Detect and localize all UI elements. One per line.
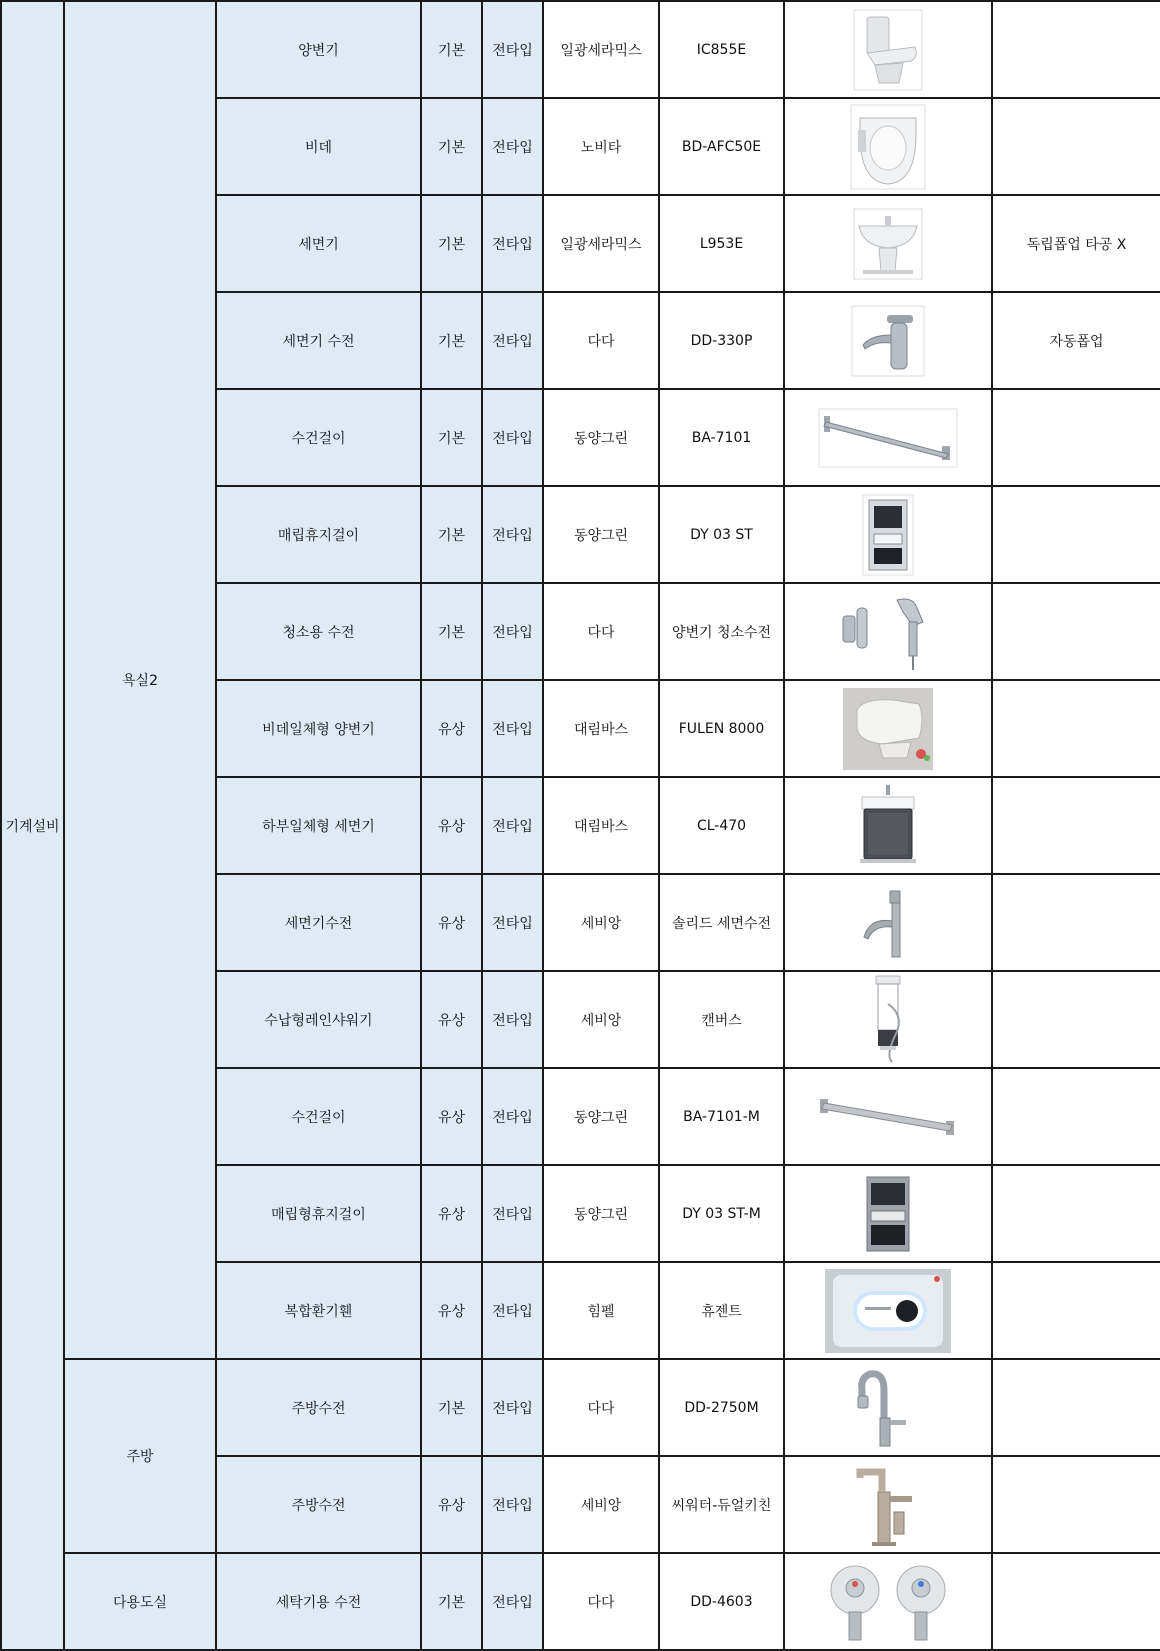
- note-cell: [992, 1359, 1160, 1456]
- item-name-cell: 하부일체형 세면기: [216, 777, 421, 874]
- brand-cell: 동양그린: [543, 1068, 659, 1165]
- option-type-cell: 유상: [421, 1068, 482, 1165]
- brushed-towel-bar-icon: [785, 1070, 991, 1163]
- item-name-cell: 수건걸이: [216, 389, 421, 486]
- basin-faucet-icon: [785, 294, 991, 387]
- note-cell: [992, 389, 1160, 486]
- model-cell: 캔버스: [659, 971, 784, 1068]
- model-cell: DY 03 ST: [659, 486, 784, 583]
- product-image-cell: [784, 1456, 992, 1553]
- bidet-seat-icon: [785, 100, 991, 193]
- vanity-cabinet-icon: [785, 779, 991, 872]
- note-cell: [992, 680, 1160, 777]
- apply-scope-cell: 전타입: [482, 971, 543, 1068]
- apply-scope-cell: 전타입: [482, 195, 543, 292]
- model-cell: L953E: [659, 195, 784, 292]
- brand-cell: 힘펠: [543, 1262, 659, 1359]
- item-name-cell: 매립형휴지걸이: [216, 1165, 421, 1262]
- product-image-cell: [784, 777, 992, 874]
- table-row: [1, 1359, 1160, 1456]
- item-name-cell: 매립휴지걸이: [216, 486, 421, 583]
- smart-toilet-icon: [785, 682, 991, 775]
- option-type-cell: 기본: [421, 292, 482, 389]
- apply-scope-cell: 전타입: [482, 1456, 543, 1553]
- table-row: [1, 1553, 1160, 1650]
- item-name-cell: 청소용 수전: [216, 583, 421, 680]
- product-image-cell: [784, 1262, 992, 1359]
- product-image-cell: [784, 874, 992, 971]
- option-type-cell: 기본: [421, 195, 482, 292]
- note-cell: [992, 583, 1160, 680]
- product-image-cell: [784, 486, 992, 583]
- note-cell: [992, 971, 1160, 1068]
- model-cell: 양변기 청소수전: [659, 583, 784, 680]
- brushed-faucet-icon: [785, 876, 991, 969]
- product-image-cell: [784, 583, 992, 680]
- recessed-paper-holder-icon: [785, 488, 991, 581]
- note-cell: [992, 486, 1160, 583]
- note-cell: 자동폽업: [992, 292, 1160, 389]
- brand-cell: 세비앙: [543, 971, 659, 1068]
- brand-cell: 동양그린: [543, 389, 659, 486]
- model-cell: DD-2750M: [659, 1359, 784, 1456]
- apply-scope-cell: 전타입: [482, 1, 543, 98]
- item-name-cell: 비데: [216, 98, 421, 195]
- model-cell: FULEN 8000: [659, 680, 784, 777]
- model-cell: BA-7101: [659, 389, 784, 486]
- brand-cell: 대림바스: [543, 777, 659, 874]
- note-cell: [992, 1456, 1160, 1553]
- product-image-cell: [784, 389, 992, 486]
- note-cell: [992, 1165, 1160, 1262]
- towel-bar-icon: [785, 391, 991, 484]
- product-image-cell: [784, 1359, 992, 1456]
- model-cell: DD-330P: [659, 292, 784, 389]
- option-type-cell: 기본: [421, 98, 482, 195]
- apply-scope-cell: 전타입: [482, 680, 543, 777]
- option-type-cell: 유상: [421, 1456, 482, 1553]
- product-image-cell: [784, 971, 992, 1068]
- option-type-cell: 유상: [421, 680, 482, 777]
- brand-cell: 다다: [543, 583, 659, 680]
- rain-shower-icon: [785, 973, 991, 1066]
- model-cell: DD-4603: [659, 1553, 784, 1650]
- note-cell: 독립폽업 타공 X: [992, 195, 1160, 292]
- brand-cell: 동양그린: [543, 1165, 659, 1262]
- apply-scope-cell: 전타입: [482, 1553, 543, 1650]
- product-image-cell: [784, 195, 992, 292]
- recessed-paper-holder-m-icon: [785, 1167, 991, 1260]
- model-cell: 씨워터-듀얼키친: [659, 1456, 784, 1553]
- option-type-cell: 기본: [421, 1553, 482, 1650]
- washer-valves-icon: [785, 1555, 991, 1648]
- product-image-cell: [784, 292, 992, 389]
- kitchen-faucet-icon: [785, 1361, 991, 1454]
- option-type-cell: 유상: [421, 777, 482, 874]
- room-cell: 욕실2: [64, 1, 216, 1359]
- note-cell: [992, 1553, 1160, 1650]
- brand-cell: 동양그린: [543, 486, 659, 583]
- note-cell: [992, 874, 1160, 971]
- item-name-cell: 복합환기휀: [216, 1262, 421, 1359]
- apply-scope-cell: 전타입: [482, 98, 543, 195]
- brand-cell: 세비앙: [543, 874, 659, 971]
- option-type-cell: 기본: [421, 1359, 482, 1456]
- option-type-cell: 유상: [421, 874, 482, 971]
- item-name-cell: 세탁기용 수전: [216, 1553, 421, 1650]
- brand-cell: 다다: [543, 1553, 659, 1650]
- note-cell: [992, 1262, 1160, 1359]
- brand-cell: 일광세라믹스: [543, 195, 659, 292]
- model-cell: CL-470: [659, 777, 784, 874]
- item-name-cell: 주방수전: [216, 1456, 421, 1553]
- apply-scope-cell: 전타입: [482, 486, 543, 583]
- toilet-icon: [785, 3, 991, 96]
- table-row: [1, 1, 1160, 98]
- product-image-cell: [784, 1165, 992, 1262]
- item-name-cell: 세면기수전: [216, 874, 421, 971]
- model-cell: BA-7101-M: [659, 1068, 784, 1165]
- option-type-cell: 기본: [421, 583, 482, 680]
- item-name-cell: 세면기: [216, 195, 421, 292]
- item-name-cell: 양변기: [216, 1, 421, 98]
- apply-scope-cell: 전타입: [482, 1359, 543, 1456]
- brand-cell: 다다: [543, 1359, 659, 1456]
- dual-kitchen-faucet-icon: [785, 1458, 991, 1551]
- model-cell: 휴젠트: [659, 1262, 784, 1359]
- brand-cell: 노비타: [543, 98, 659, 195]
- item-name-cell: 수건걸이: [216, 1068, 421, 1165]
- apply-scope-cell: 전타입: [482, 1262, 543, 1359]
- model-cell: DY 03 ST-M: [659, 1165, 784, 1262]
- option-type-cell: 유상: [421, 1262, 482, 1359]
- item-name-cell: 비데일체형 양변기: [216, 680, 421, 777]
- cleaning-sprayer-icon: [785, 585, 991, 678]
- washbasin-icon: [785, 197, 991, 290]
- option-type-cell: 유상: [421, 1165, 482, 1262]
- note-cell: [992, 1, 1160, 98]
- product-image-cell: [784, 98, 992, 195]
- ventilation-fan-icon: [785, 1264, 991, 1357]
- apply-scope-cell: 전타입: [482, 292, 543, 389]
- apply-scope-cell: 전타입: [482, 874, 543, 971]
- brand-cell: 대림바스: [543, 680, 659, 777]
- option-type-cell: 유상: [421, 971, 482, 1068]
- model-cell: 솔리드 세면수전: [659, 874, 784, 971]
- note-cell: [992, 1068, 1160, 1165]
- model-cell: BD-AFC50E: [659, 98, 784, 195]
- item-name-cell: 수납형레인샤워기: [216, 971, 421, 1068]
- option-type-cell: 기본: [421, 1, 482, 98]
- note-cell: [992, 777, 1160, 874]
- brand-cell: 일광세라믹스: [543, 1, 659, 98]
- product-image-cell: [784, 1553, 992, 1650]
- model-cell: IC855E: [659, 1, 784, 98]
- apply-scope-cell: 전타입: [482, 1165, 543, 1262]
- apply-scope-cell: 전타입: [482, 389, 543, 486]
- option-type-cell: 기본: [421, 389, 482, 486]
- note-cell: [992, 98, 1160, 195]
- product-image-cell: [784, 1068, 992, 1165]
- brand-cell: 세비앙: [543, 1456, 659, 1553]
- brand-cell: 다다: [543, 292, 659, 389]
- apply-scope-cell: 전타입: [482, 583, 543, 680]
- product-image-cell: [784, 680, 992, 777]
- apply-scope-cell: 전타입: [482, 777, 543, 874]
- room-cell: 다용도실: [64, 1553, 216, 1650]
- option-type-cell: 기본: [421, 486, 482, 583]
- item-name-cell: 주방수전: [216, 1359, 421, 1456]
- room-cell: 주방: [64, 1359, 216, 1553]
- apply-scope-cell: 전타입: [482, 1068, 543, 1165]
- category-cell: 기계설비: [1, 1, 64, 1650]
- item-name-cell: 세면기 수전: [216, 292, 421, 389]
- product-image-cell: [784, 1, 992, 98]
